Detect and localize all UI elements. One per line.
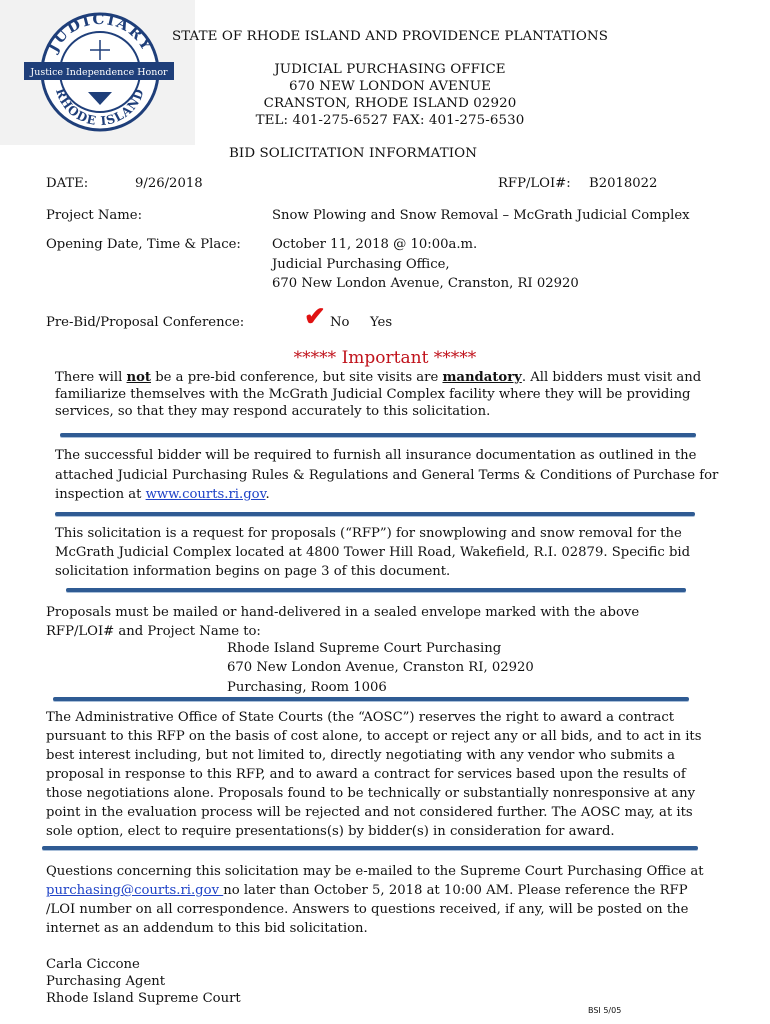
rfp-value: B2018022 bbox=[589, 176, 658, 191]
option-no: No bbox=[330, 315, 350, 330]
opening-label: Opening Date, Time & Place: bbox=[46, 237, 241, 252]
project-value: Snow Plowing and Snow Removal – McGrath Judicial Complex bbox=[272, 208, 690, 223]
office-address-2: CRANSTON, RHODE ISLAND 02920 bbox=[263, 96, 517, 111]
signer-organization: Rhode Island Supreme Court bbox=[46, 991, 241, 1006]
purchasing-email-link[interactable]: purchasing@courts.ri.gov bbox=[46, 883, 224, 898]
checkmark-icon: ✔ bbox=[304, 302, 326, 332]
mandatory-emphasis: mandatory bbox=[442, 370, 522, 385]
conference-label: Pre-Bid/Proposal Conference: bbox=[46, 315, 245, 330]
office-phone: TEL: 401-275-6527 FAX: 401-275-6530 bbox=[255, 113, 525, 128]
divider bbox=[55, 512, 695, 516]
solicitation-paragraph: This solicitation is a request for proposals (“RFP”) for snowplowing and snow removal for the McGrath Judicial Complex located at 4800 Tower Hill Road, Wakefield, R.I. 02879. Specific bid solicitation information begins on page 3 of this document. bbox=[55, 526, 691, 579]
office-address-1: 670 NEW LONDON AVENUE bbox=[289, 79, 491, 94]
date-value: 9/26/2018 bbox=[135, 176, 203, 191]
seal-banner: Justice Independence Honor bbox=[30, 67, 168, 78]
project-label: Project Name: bbox=[46, 208, 143, 223]
insurance-paragraph: The successful bidder will be required to furnish all insurance documentation as outlined in the attached Judicial Purchasing Rules & Regulations and General Terms & Conditions of Purchase for inspection at www.courts.ri.gov. bbox=[55, 448, 719, 502]
signer-title: Purchasing Agent bbox=[46, 974, 166, 989]
courts-website-link[interactable]: www.courts.ri.gov bbox=[145, 487, 266, 502]
seal-bottom-text: RHODE ISLAND bbox=[52, 86, 148, 129]
opening-line-2: Judicial Purchasing Office, bbox=[272, 257, 450, 272]
divider bbox=[53, 697, 689, 701]
mailing-address-3: Purchasing, Room 1006 bbox=[227, 680, 387, 695]
not-emphasis: not bbox=[126, 370, 152, 385]
questions-paragraph: Questions concerning this solicitation may be e-mailed to the Supreme Court Purchasing Office at purchasing@courts.ri.gov no later than October 5, 2018 at 10:00 AM. Please reference the RFP /LOI number on all correspondence. Answers to questions received, if any, will be posted on the internet as an addendum to this bid solicitation. bbox=[46, 864, 704, 936]
important-heading: ***** Important ***** bbox=[293, 348, 477, 368]
divider bbox=[42, 846, 698, 850]
section-title: BID SOLICITATION INFORMATION bbox=[228, 146, 478, 161]
date-label: DATE: bbox=[46, 176, 89, 191]
office-name: JUDICIAL PURCHASING OFFICE bbox=[274, 62, 506, 77]
divider bbox=[60, 433, 696, 437]
site-visit-notice: There will not be a pre-bid conference, but site visits are mandatory. All bidders must visit and familiarize themselves with the McGrath Judicial Complex facility where they will be providing services, so that they may respond accurately to this solicitation. bbox=[55, 370, 702, 419]
signer-name: Carla Ciccone bbox=[46, 957, 140, 972]
divider bbox=[66, 588, 686, 592]
mailing-address-2: 670 New London Avenue, Cranston RI, 02920 bbox=[227, 660, 534, 675]
aosc-paragraph: The Administrative Office of State Courts (the “AOSC”) reserves the right to award a contract pursuant to this RFP on the basis of cost alone, to accept or reject any or all bids, and to act in its best interest including, but not limited to, directly negotiating with any vendor who submits a proposal in response to this RFP, and to award a contract for services based upon the results of those negotiations alone. Proposals found to be technically or substantially nonresponsive at any point in the evaluation process will be rejected and not considered further. The AOSC may, at its sole option, elect to require presentations(s) by bidder(s) in consideration for award. bbox=[46, 710, 702, 839]
opening-line-3: 670 New London Avenue, Cranston, RI 02920 bbox=[272, 276, 579, 291]
seal-top-text: JUDICIARY bbox=[43, 9, 157, 55]
opening-line-1: October 11, 2018 @ 10:00a.m. bbox=[272, 237, 478, 252]
state-name: STATE OF RHODE ISLAND AND PROVIDENCE PLANTATIONS bbox=[171, 29, 609, 44]
mailing-paragraph: Proposals must be mailed or hand-delivered in a sealed envelope marked with the above RFP/LOI# and Project Name to: bbox=[46, 605, 640, 639]
mailing-address-1: Rhode Island Supreme Court Purchasing bbox=[227, 641, 502, 656]
form-code: BSI 5/05 bbox=[588, 1006, 622, 1015]
option-yes: Yes bbox=[370, 315, 393, 330]
rfp-label: RFP/LOI#: bbox=[498, 176, 571, 191]
